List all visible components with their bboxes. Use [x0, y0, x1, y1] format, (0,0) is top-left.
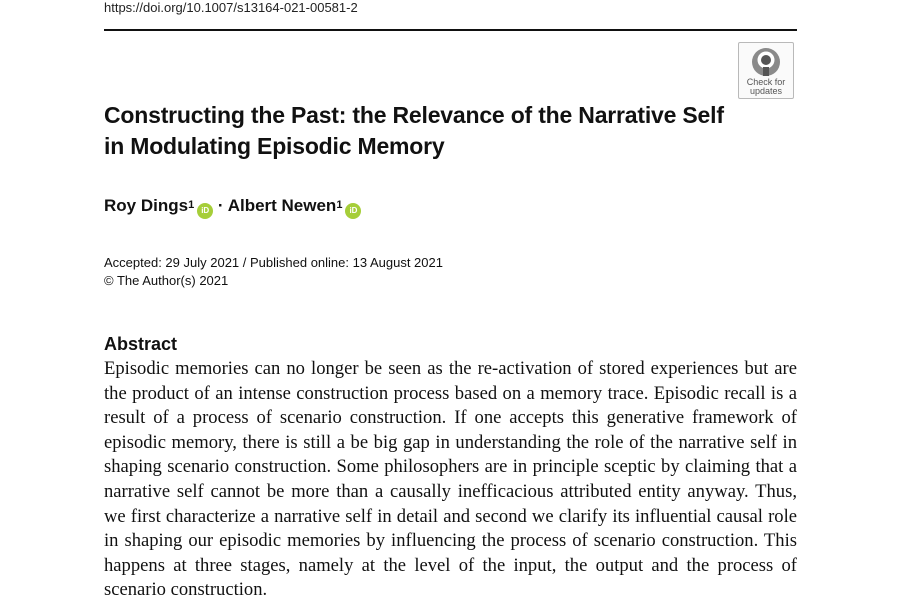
author-affiliation: 1 — [336, 199, 343, 211]
orcid-icon[interactable]: iD — [197, 203, 213, 219]
abstract-heading: Abstract — [104, 334, 178, 354]
abstract-text: Episodic memories can no longer be seen as the re-activation of stored experiences but are the product of an intense construction process based on a memory trace. Episodic recall is a result of a process of scenario construction. If one accepts this generative framework of episodic memory, there is still a be big gap in understanding the role of the narrative self in shaping scenario construction. Some philosophers are in principle sceptic by claiming that a narrative self cannot be more than a causally inefficacious attributed entity anyway. Thus, we first characterize a narrative self in detail and second we clarify its influential causal role in shaping our episodic memories by influencing the process of scenario construction. This happens at three stages, namely at the level of the input, the output and the process of scenario construction. — [104, 358, 797, 601]
author-name[interactable]: Roy Dings — [104, 196, 189, 215]
crossmark-badge[interactable] — [738, 42, 794, 99]
author-list — [104, 196, 361, 219]
publication-dates: Accepted: 29 July 2021 / Published online: 13 August 2021 — [104, 255, 443, 270]
doi-link[interactable]: https://doi.org/10.1007/s13164-021-00581-2 — [104, 0, 358, 15]
crossmark-label: Check for updates — [746, 77, 786, 96]
copyright-notice: © The Author(s) 2021 — [104, 273, 229, 288]
author-separator: · — [217, 196, 224, 215]
article-title: Constructing the Past: the Relevance of the Narrative Self in Modulating Episodic Memory — [104, 102, 724, 159]
crossmark-icon — [751, 47, 781, 77]
author-name[interactable]: Albert Newen — [227, 196, 337, 215]
header-rule — [104, 29, 797, 31]
author-affiliation: 1 — [188, 199, 195, 211]
orcid-icon[interactable]: iD — [345, 203, 361, 219]
publication-info — [104, 254, 443, 290]
